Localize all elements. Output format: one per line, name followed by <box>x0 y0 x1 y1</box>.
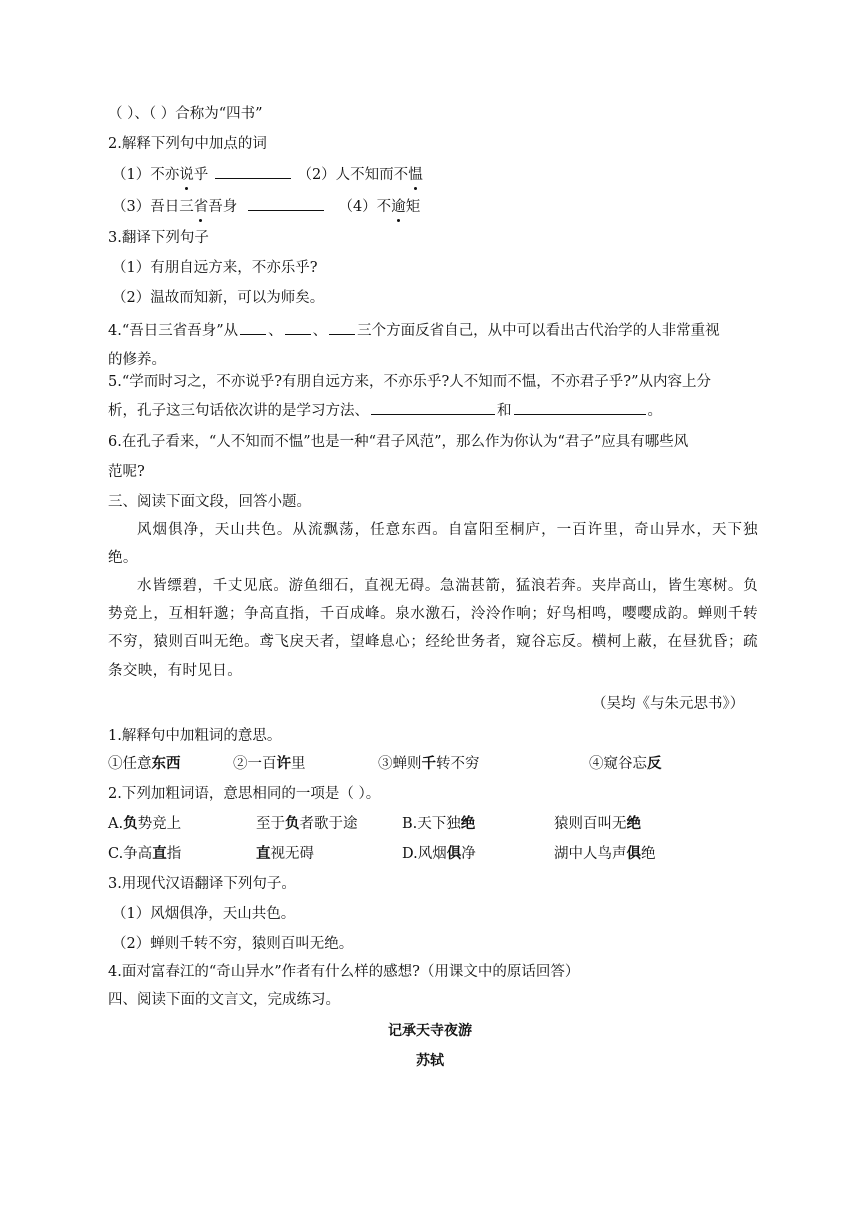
q2-1-dotted-word: 说 <box>179 167 194 183</box>
passage-title: 记承天寺夜游 <box>388 1023 472 1039</box>
s3-q3-title: 3.用现代汉语翻译下列句子。 <box>108 876 296 892</box>
option-c-compare: 直视无碍 <box>256 845 314 862</box>
q2-4-text: （4）不 <box>338 199 392 215</box>
q5-end: 。 <box>647 403 662 419</box>
section-three-heading: 三、阅读下面文段，回答小题。 <box>108 494 311 510</box>
option-a-compare: 至于负者歌于途 <box>256 815 358 832</box>
s3-q1-item-3: ③蝉则千转不穷 <box>378 755 480 772</box>
q2-row2 <box>112 196 420 217</box>
q5-text: 析，孔子这三句话依次讲的是学习方法、 <box>108 403 369 419</box>
q4-sep: 、 <box>268 323 283 339</box>
q2-2-dotted-word: 愠 <box>408 167 423 183</box>
q4-sep: 、 <box>312 323 328 339</box>
answer-blank[interactable] <box>248 196 324 211</box>
q3-item1: （1）有朋自远方来，不亦乐乎? <box>112 260 318 276</box>
q2-1-text: （1）不亦 <box>112 167 180 183</box>
q2-title: 2.解释下列句中加点的词 <box>108 136 267 152</box>
q4-line2: 的修养。 <box>108 352 166 368</box>
q2-3-text: （3）吾日三 <box>112 199 194 215</box>
answer-blank[interactable] <box>514 400 646 415</box>
s3-q1-title: 1.解释句中加粗词的意思。 <box>108 728 282 744</box>
s3-q3-item2: （2）蝉则千转不穷，猿则百叫无绝。 <box>112 936 354 952</box>
q5-line2 <box>108 400 662 421</box>
q2-1-text-end: 乎 <box>193 167 209 183</box>
answer-blank[interactable] <box>285 320 311 335</box>
q5-line1: 5.“学而时习之，不亦说乎?有朋自远方来，不亦乐乎?人不知而不愠，不亦君子乎?”从内容上分 <box>108 374 711 390</box>
q6-line2: 范呢? <box>108 464 145 480</box>
q2-2-text: （2）人不知而不 <box>297 167 409 183</box>
s3-q2-title: 2.下列加粗词语，意思相同的一项是（ ）。 <box>108 786 381 802</box>
option-b[interactable]: B.天下独绝 <box>402 815 476 832</box>
option-b-compare: 猿则百叫无绝 <box>554 815 641 832</box>
answer-blank[interactable] <box>371 400 495 415</box>
passage-source: （吴均《与朱元思书》） <box>592 696 745 712</box>
option-c[interactable]: C.争高直指 <box>108 845 182 862</box>
q5-and: 和 <box>497 403 512 419</box>
section-four-heading: 四、阅读下面的文言文，完成练习。 <box>108 992 340 1008</box>
question-four-books: （ ）、（ ）合称为“四书” <box>108 106 263 122</box>
option-d-compare: 湖中人鸟声俱绝 <box>554 845 656 862</box>
q3-title: 3.翻译下列句子 <box>108 230 209 246</box>
q4-text: 4.“吾日三省吾身”从 <box>108 323 239 339</box>
passage-paragraph-1: 风烟俱净，天山共色。从流飘荡，任意东西。自富阳至桐庐，一百许里，奇山异水，天下独绝。 <box>108 522 758 567</box>
option-d[interactable]: D.风烟俱净 <box>402 845 476 862</box>
q4-line1 <box>108 320 720 341</box>
q2-3-dotted-word: 省 <box>193 199 209 215</box>
q2-4-text-end: 矩 <box>405 199 421 215</box>
s3-q1-item-1: ①任意东西 <box>108 755 181 772</box>
q4-text-end: 三个方面反省自己，从中可以看出古代治学的人非常重视 <box>357 323 720 339</box>
q2-row1 <box>112 164 423 185</box>
q2-4-dotted-word: 逾 <box>391 199 406 215</box>
q3-item2: （2）温故而知新，可以为师矣。 <box>112 290 325 306</box>
passage-author: 苏轼 <box>416 1053 444 1069</box>
passage-paragraph-2: 水皆缥碧，千丈见底。游鱼细石，直视无碍。急湍甚箭，猛浪若奔。夹岸高山，皆生寒树。负势竞上，互相轩邈；争高直指，千百成峰。泉水激石，泠泠作响；好鸟相鸣，嘤嘤成韵。蝉则千转不穷，猿则百叫无绝。鸢飞戾天者，望峰息心；经纶世务者，窥谷忘反。横柯上蔽，在昼犹昏；疏条交映，有时见日。 <box>108 578 758 679</box>
answer-blank[interactable] <box>240 320 266 335</box>
s3-q1-item-2: ②一百许里 <box>233 755 306 772</box>
q6-line1: 6.在孔子看来，“人不知而不愠”也是一种“君子风范”，那么作为你认为“君子”应具有哪些风 <box>108 434 689 450</box>
q2-3-text-end: 吾身 <box>208 199 238 215</box>
answer-blank[interactable] <box>329 320 355 335</box>
s3-q3-item1: （1）风烟俱净，天山共色。 <box>112 906 296 922</box>
answer-blank[interactable] <box>215 164 291 179</box>
s3-q1-item-4: ④窥谷忘反 <box>589 755 662 772</box>
s3-q4-title: 4.面对富春江的“奇山异水”作者有什么样的感想?（用课文中的原话回答） <box>108 964 580 980</box>
option-a[interactable]: A.负势竞上 <box>108 815 182 832</box>
